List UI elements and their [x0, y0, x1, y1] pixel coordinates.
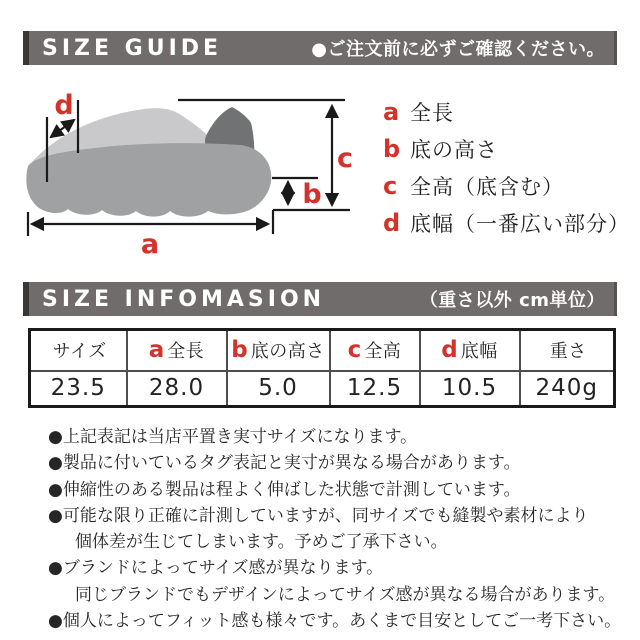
size-table-data-row — [30, 371, 615, 407]
note-item: ●ブランドによってサイズ感が異なります。 — [48, 558, 384, 579]
size-info-unit-note: （重さ以外 cm単位） — [419, 290, 605, 311]
col-header-d-sole-width: d 底幅 — [420, 330, 520, 371]
cell-sole-width: 10.5 — [420, 371, 520, 407]
diagram-label-c: c — [336, 143, 354, 174]
note-item: ●製品に付いているタグ表記と実寸が異なる場合があります。 — [48, 453, 521, 474]
legend-label-a: 全長 — [410, 101, 454, 125]
size-guide-header-bar — [23, 31, 617, 65]
legend-label-d: 底幅（一番広い部分） — [410, 212, 630, 236]
cell-sole-height: 5.0 — [227, 371, 330, 407]
size-table-header-row — [30, 330, 615, 371]
cell-total-height: 12.5 — [330, 371, 420, 407]
diagram-label-a: a — [140, 229, 160, 257]
size-info-header-bar — [23, 282, 617, 316]
col-header-b-sole-height: b 底の高さ — [227, 330, 330, 371]
legend-item-a — [383, 97, 630, 134]
note-item: ●上記表記は当店平置き実寸サイズになります。 — [48, 427, 418, 447]
shoe-illustration — [26, 107, 271, 217]
notes-list — [48, 424, 626, 634]
diagram-label-b: b — [302, 179, 322, 210]
diagram-label-d: d — [54, 90, 74, 121]
measurement-legend — [383, 97, 630, 245]
col-header-a-length: a 全長 — [127, 330, 227, 371]
size-info-title: SIZE INFOMASION — [42, 286, 326, 312]
col-header-weight: 重さ — [520, 330, 615, 371]
legend-label-c: 全高（底含む） — [410, 175, 564, 199]
legend-item-d — [383, 208, 630, 245]
note-item-continuation: 個体差が生じてしまいます。予めご了承下さい。 — [75, 532, 448, 553]
note-item: ●可能な限り正確に計測していますが、同サイズでも縫製や素材により — [48, 505, 589, 526]
size-guide-title: SIZE GUIDE — [42, 35, 223, 61]
col-header-size: サイズ — [30, 330, 127, 371]
note-item: ●伸縮性のある製品は程よく伸ばした状態で計測しています。 — [48, 479, 521, 500]
col-header-c-total-height: c 全高 — [330, 330, 420, 371]
size-table — [28, 328, 616, 408]
shoe-sole — [26, 143, 271, 217]
cell-size: 23.5 — [30, 371, 127, 407]
legend-label-b: 底の高さ — [410, 138, 498, 162]
legend-key-d: d — [383, 209, 401, 237]
cell-weight: 240g — [520, 371, 615, 407]
legend-key-b: b — [383, 135, 401, 163]
note-item: ●個人によってフィット感も様々です。あくまで目安としてご一考下さい。 — [48, 611, 622, 632]
shoe-measurement-diagram — [10, 72, 365, 257]
note-item-continuation: 同じブランドでもデザインによってサイズ感が異なる場合があります。 — [75, 584, 616, 605]
legend-item-c — [383, 171, 630, 208]
size-guide-notice: ●ご注文前に必ずご確認ください。 — [311, 39, 605, 60]
legend-item-b — [383, 134, 630, 171]
cell-length: 28.0 — [127, 371, 227, 407]
legend-key-a: a — [383, 98, 400, 126]
legend-key-c: c — [383, 172, 398, 200]
